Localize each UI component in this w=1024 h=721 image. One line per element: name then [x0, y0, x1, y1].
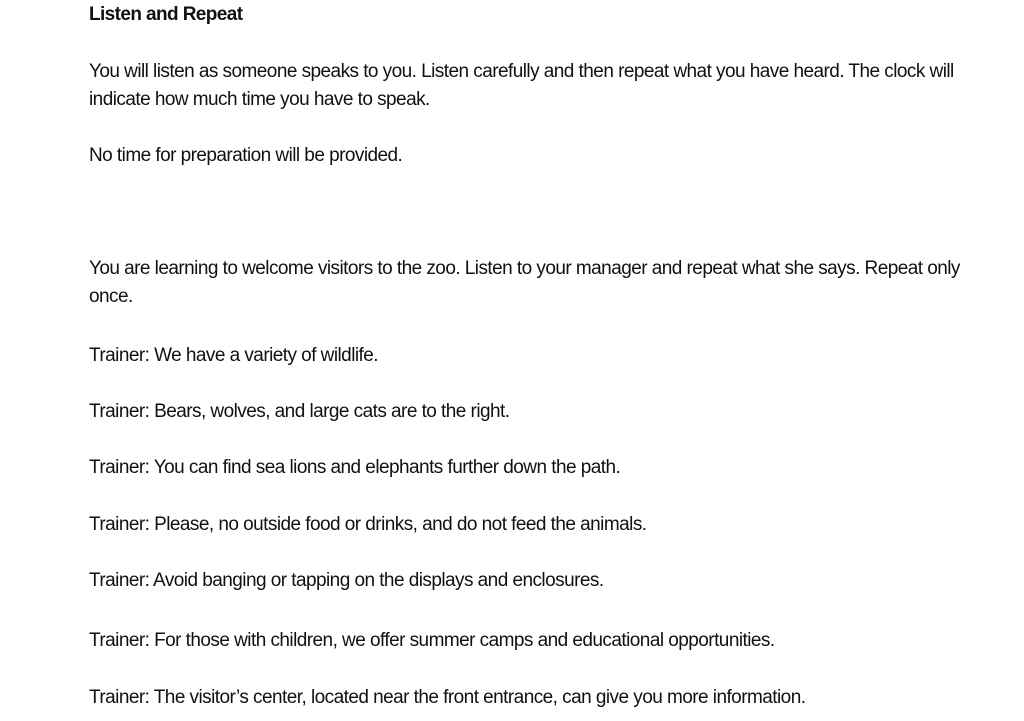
trainer-line: Trainer: Avoid banging or tapping on the displays and enclosures.	[89, 570, 604, 591]
trainer-line: Trainer: We have a variety of wildlife.	[89, 345, 379, 366]
scenario-paragraph: You are learning to welcome visitors to the zoo. Listen to your manager and repeat what she says. Repeat only once.	[89, 258, 960, 307]
trainer-line: Trainer: For those with children, we offer summer camps and educational opportunities.	[89, 630, 775, 651]
trainer-line: Trainer: You can find sea lions and elephants further down the path.	[89, 457, 621, 478]
trainer-line: Trainer: Please, no outside food or drinks, and do not feed the animals.	[89, 514, 647, 535]
preparation-note: No time for preparation will be provided.	[89, 145, 403, 166]
instructions-paragraph: You will listen as someone speaks to you. Listen carefully and then repeat what you have heard. The clock will indicate how much time you have to speak.	[89, 61, 954, 110]
trainer-line: Trainer: The visitor’s center, located near the front entrance, can give you more information.	[89, 687, 806, 708]
trainer-line: Trainer: Bears, wolves, and large cats are to the right.	[89, 401, 510, 422]
page-title: Listen and Repeat	[89, 4, 243, 25]
